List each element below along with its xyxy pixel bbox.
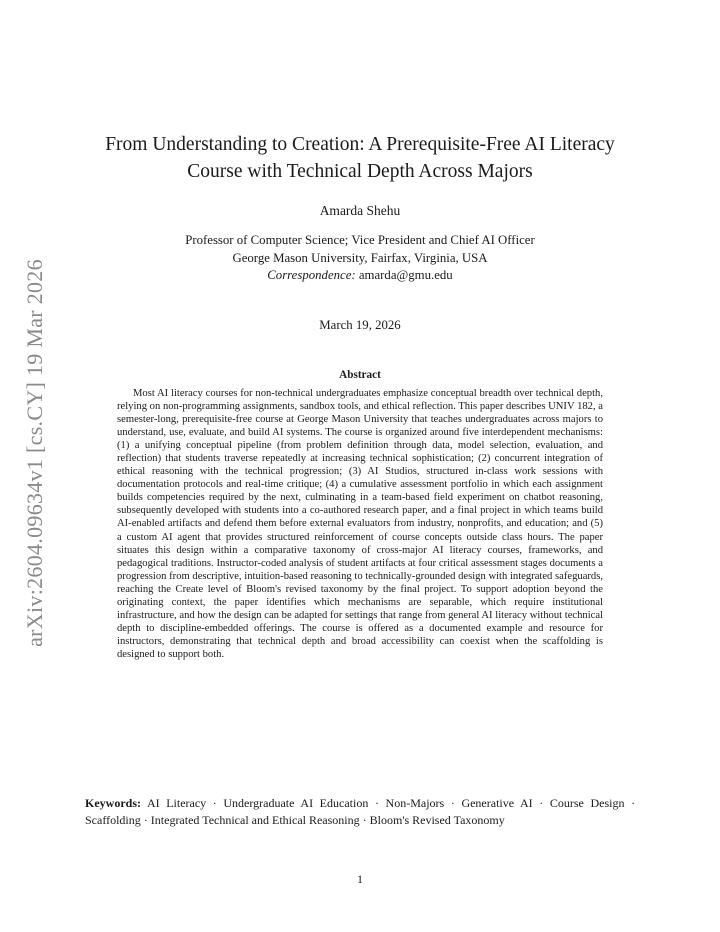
author-name: Amarda Shehu [319,203,401,218]
keyword-item: Scaffolding [85,812,141,827]
keyword-item: Generative AI [461,796,533,810]
keyword-item: Undergraduate AI Education [223,796,369,810]
keyword-separator: · [539,796,544,810]
keyword-separator: · [631,796,636,810]
title-line-1: From Understanding to Creation: A Prerequisite-Free AI Literacy [105,134,615,155]
keyword-separator: · [362,812,367,827]
page-number: 1 [357,872,363,886]
keyword-separator: · [212,796,217,810]
keyword-separator: · [374,796,379,810]
keyword-separator: · [450,796,455,810]
author-affiliation [70,232,650,285]
keyword-item: Integrated Technical and Ethical Reasoning [150,812,360,827]
arxiv-identifier-text: arXiv:2604.09634v1 [cs.CY] 19 Mar 2026 [22,259,48,647]
affiliation-line-2: George Mason University, Fairfax, Virginia, USA [232,250,488,265]
paper-title [70,131,650,185]
affiliation-line-1: Professor of Computer Science; Vice President and Chief AI Officer [185,233,535,247]
keyword-item: Non-Majors [385,796,445,810]
paper-date: March 19, 2026 [319,318,401,332]
correspondence-label: Correspondence: [267,268,356,282]
abstract-heading: Abstract [339,369,381,381]
keywords-label: Keywords: [85,796,141,810]
keyword-item: Course Design [549,796,625,810]
keyword-separator: · [143,812,148,827]
keywords-section [85,795,635,828]
keyword-item: Bloom's Revised Taxonomy [369,812,505,827]
keyword-item: AI Literacy [146,796,207,810]
abstract-body: Most AI literacy courses for non-technical undergraduates emphasize conceptual breadth over technical depth, relying on non-programming assignments, sandbox tools, and ethical reflection. This paper describes UNIV 182, a semester-long, prerequisite-free course at George Mason University that teaches undergraduates across majors to understand, use, evaluate, and build AI systems. The course is organized around five interdependent mechanisms: (1) a unifying conceptual pipeline (from problem definition through data, model selection, evaluation, and reflection) that students traverse repeatedly at increasing technical sophistication; (2) concurrent integration of ethical reasoning with the technical progression; (3) AI Studios, structured in-class work sessions with documentation protocols and real-time critique; (4) a cumulative assessment portfolio in which each assignment builds competencies required by the next, culminating in a team-based field experiment on chatbot reasoning, subsequently developed with students into a co-authored research paper, and a final project in which teams build AI-enabled artifacts and defend them before external evaluators from industry, nonprofits, and education; and (5) a custom AI agent that provides structured reinforcement of course concepts outside class hours. The paper situates this design within a comparative taxonomy of cross-major AI literacy courses, frameworks, and pedagogical traditions. Instructor-coded analysis of student artifacts at four critical assessment stages documents a progression from descriptive, intuition-based reasoning to technically-grounded design with integrated safeguards, reaching the Create level of Bloom's revised taxonomy by the final project. To support adoption beyond the originating context, the paper identifies which mechanisms are separable, which require institutional infrastructure, and how the design can be adapted for settings that range from general AI literacy without technical depth to discipline-embedded offerings. The course is offered as a documented example and resource for instructors, demonstrating that technical depth and broad accessibility can coexist when the scaffolding is designed to support both. [117,388,603,660]
title-line-2: Course with Technical Depth Across Majors [187,161,533,182]
correspondence-line [70,267,650,285]
keywords-list [85,796,635,827]
correspondence-email: amarda@gmu.edu [358,268,453,282]
arxiv-side-identifier [12,258,58,648]
